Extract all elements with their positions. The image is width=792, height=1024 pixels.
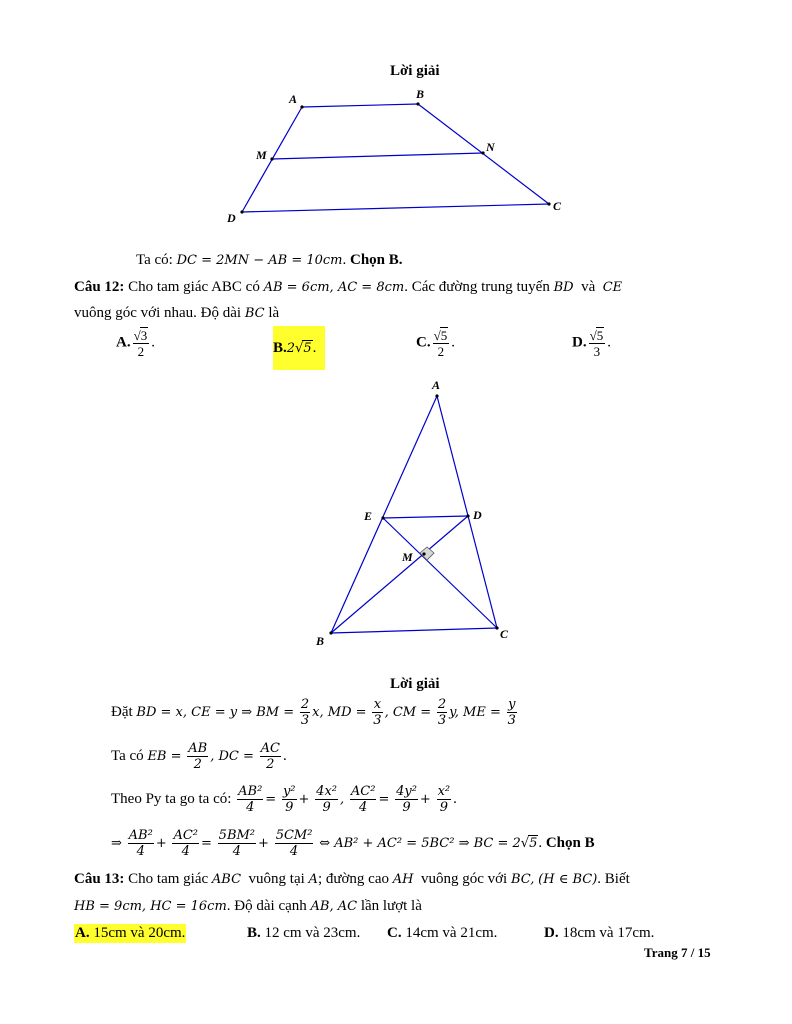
q13-option-c[interactable]: C. 14cm và 21cm. bbox=[387, 925, 498, 941]
q13-question-line-1: Câu 13: Cho tam giác ABC vuông tại A; đường cao AH vuông góc với BC, (H ∈ BC). Biết bbox=[74, 871, 630, 887]
segment-ac bbox=[437, 396, 497, 628]
right-angle-mark bbox=[420, 547, 434, 560]
segment-mn bbox=[272, 153, 483, 159]
q12-solution-line-2: Ta có EB = $\frac{AB}{2}$ , DC = $\frac{AC}{2}$ . bbox=[111, 741, 287, 772]
q12-solution-line-1: Đặt BD = x, CE = y ⇒ BM = $\frac{2}{3}$ x, MD = $\frac{x}{3}$ , CM = $\frac{2}{3}$ y, ME = $\frac{y}{3}$ bbox=[111, 697, 516, 728]
point-label-b: B bbox=[416, 87, 425, 101]
q12-question-line-2: vuông góc với nhau. Độ dài BC là bbox=[74, 305, 280, 321]
point-label-m: M bbox=[402, 550, 413, 564]
point-label-m: M bbox=[256, 148, 267, 162]
q12-question-line-1: Câu 12: Cho tam giác ABC có AB = 6cm, AC = 8cm. Các đường trung tuyến BD và CE bbox=[74, 279, 623, 295]
q13-option-a[interactable]: A. 15cm và 20cm. bbox=[75, 925, 186, 941]
point-label-c: C bbox=[553, 199, 562, 213]
q13-option-b[interactable]: B. 12 cm và 23cm. bbox=[247, 925, 361, 941]
point-label-d: D bbox=[227, 211, 236, 225]
segment-ed bbox=[383, 516, 468, 518]
q13-question-line-2: HB = 9cm, HC = 16cm. Độ dài cạnh AB, AC lần lượt là bbox=[74, 898, 422, 914]
point-label-b: B bbox=[316, 634, 325, 648]
q12-option-d[interactable]: D. $\frac{√5}{3}$ . bbox=[572, 328, 611, 359]
q11-answer-line: Ta có: DC = 2MN − AB = 10cm. Chọn B. bbox=[136, 252, 403, 268]
point-label-a: A bbox=[289, 92, 298, 106]
point-label-n: N bbox=[486, 140, 495, 154]
point-label-a: A bbox=[432, 378, 441, 392]
solution-heading: Lời giải bbox=[390, 63, 440, 79]
triangle-medians-figure bbox=[0, 370, 792, 660]
point-label-d: D bbox=[473, 508, 482, 522]
segment-cd bbox=[242, 204, 549, 212]
solution-heading: Lời giải bbox=[390, 676, 440, 692]
segment-ab bbox=[331, 396, 437, 633]
page-number: Trang 7 / 15 bbox=[644, 945, 711, 960]
segment-bc bbox=[331, 628, 497, 633]
q12-option-a[interactable]: A. $\frac{√3}{2}$ . bbox=[116, 328, 155, 359]
point-label-e: E bbox=[364, 509, 373, 523]
segment-ab bbox=[302, 104, 418, 107]
point-label-c: C bbox=[500, 627, 509, 641]
trapezoid-figure bbox=[0, 0, 792, 240]
q12-option-b[interactable]: B.2√5. bbox=[273, 326, 325, 370]
q12-solution-line-3: Theo Py ta go ta có: $\frac{\text{AB²}}{4}$ = $\frac{\text{y²}}{9}$ + $\frac{\text{4x²}}{9}$ , $\frac{\text{AC²}}{4}$ = $\frac{\text{4y²}}{9}$ + $\frac{\text{x²}}{9}$ . bbox=[111, 784, 457, 815]
q12-option-c[interactable]: C. $\frac{√5}{2}$ . bbox=[416, 328, 455, 359]
q12-solution-line-4: ⇒ $\frac{\text{AB²}}{4}$ + $\frac{\text{AC²}}{4}$ = $\frac{\text{5BM²}}{4}$ + $\frac{\text{5CM²}}{4}$ ⇔ AB² + AC² = 5BC² ⇒ BC = 2√5. Chọn B bbox=[111, 828, 595, 859]
median-ce bbox=[383, 518, 497, 628]
q13-option-d[interactable]: D. 18cm và 17cm. bbox=[544, 925, 655, 941]
